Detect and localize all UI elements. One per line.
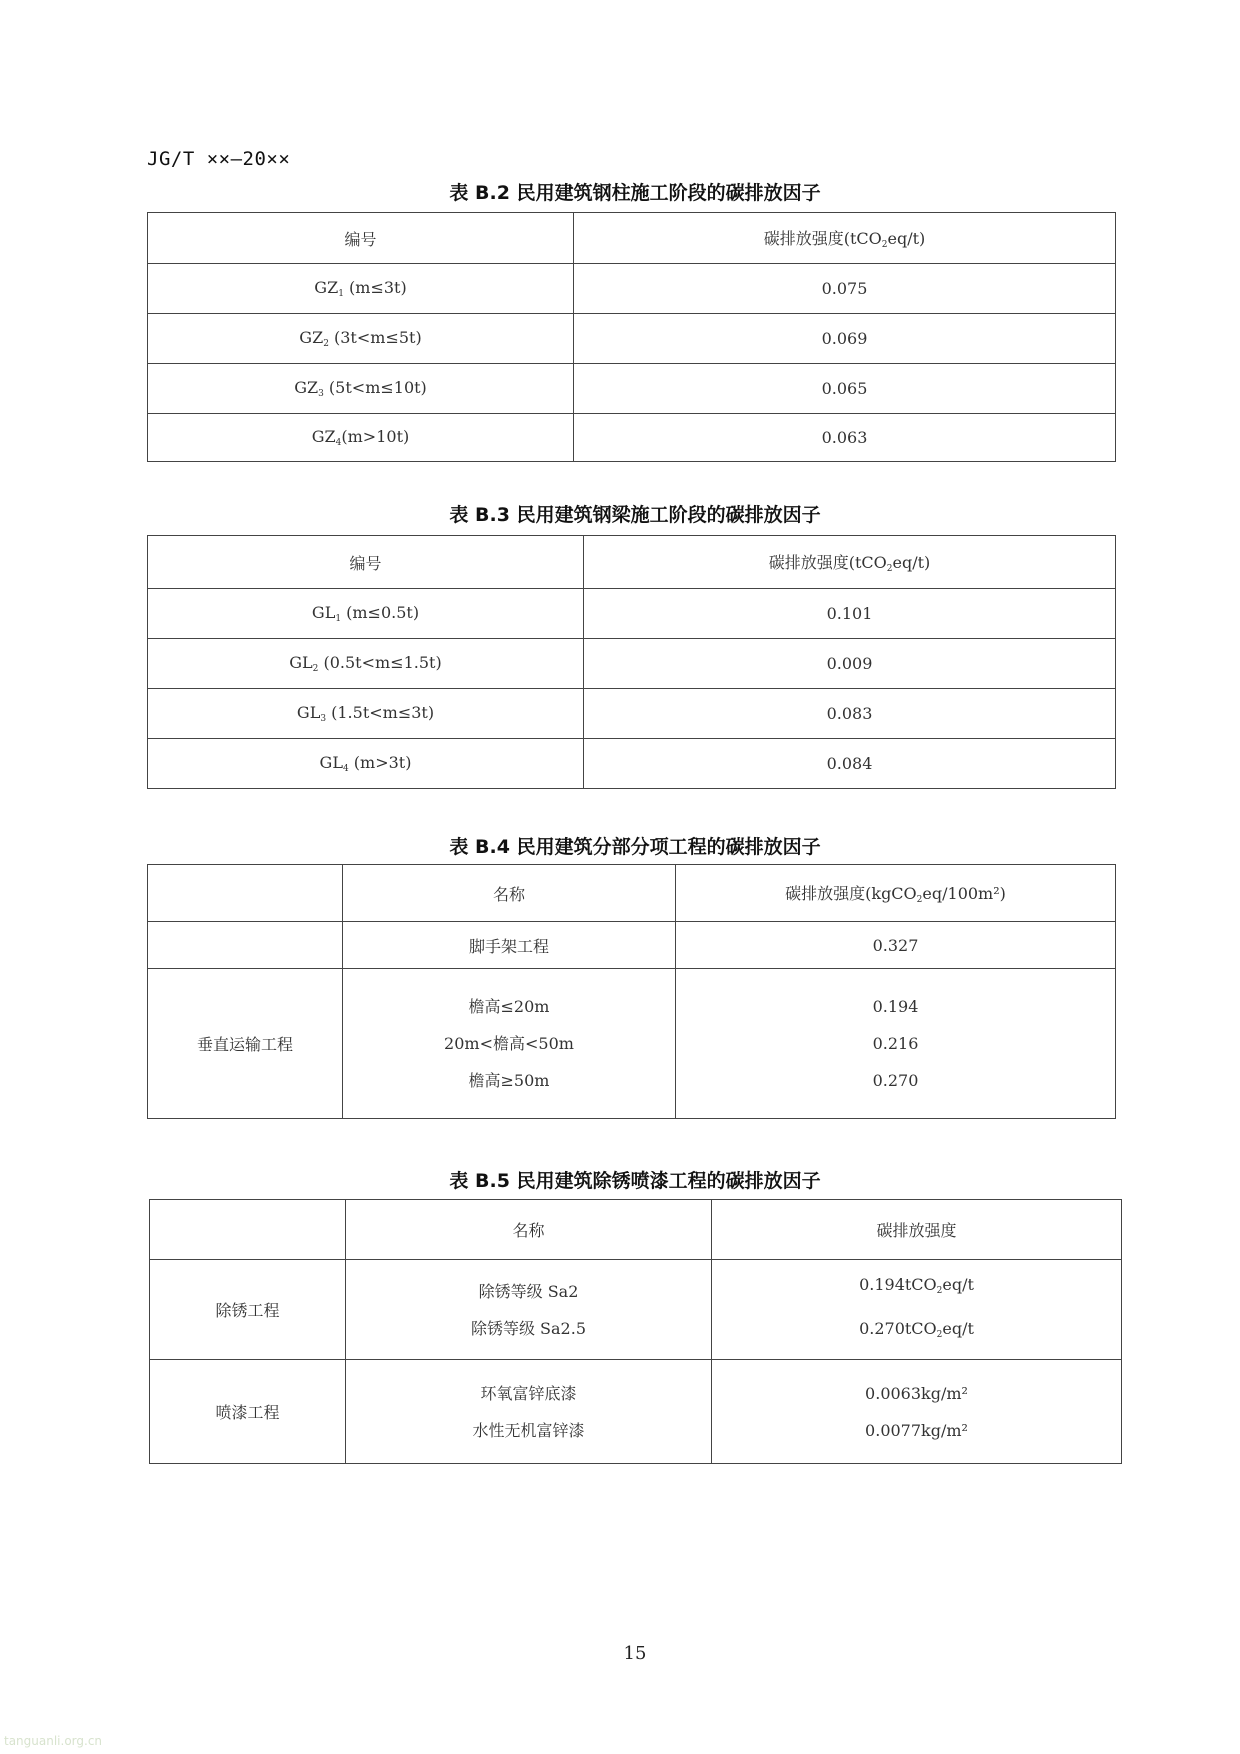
col-header-category [150, 1200, 346, 1260]
code-cell: $GZ_3$ (5t<m≤10t) [148, 364, 574, 414]
watermark: tanguanli.org.cn [4, 1734, 103, 1748]
category-cell: 垂直运输工程 [148, 969, 343, 1119]
code-cell: $GL_1$ (m≤0.5t) [148, 589, 584, 639]
table-header-row [150, 1200, 1122, 1260]
value-cell: 0.084 [584, 739, 1116, 789]
table-b5-caption: 表 B.5 民用建筑除锈喷漆工程的碳排放因子 [449, 1170, 821, 1192]
rust-item-name: 除锈等级 Sa2.5 [470, 1318, 587, 1338]
col-header-intensity: 碳排放强度 [712, 1200, 1122, 1260]
table-header-row [148, 213, 1116, 264]
table-b3 [147, 535, 1116, 789]
table-row [150, 1260, 1122, 1360]
paint-item-name: 水性无机富锌漆 [472, 1420, 585, 1440]
table-b4 [147, 864, 1116, 1119]
name-cell [346, 1360, 712, 1464]
vertical-item-value: 0.216 [872, 1034, 919, 1053]
col-header-name: 名称 [343, 865, 676, 922]
category-cell: 喷漆工程 [150, 1360, 346, 1464]
value-cell: 0.065 [574, 364, 1116, 414]
col-header-intensity: 碳排放强度(tCO$_2$eq/t) [574, 213, 1116, 264]
col-header-intensity: 碳排放强度(kgCO$_2$eq/100m²) [676, 865, 1116, 922]
rust-item-value: 0.194tCO$_2$eq/t [859, 1274, 974, 1296]
code-cell: $GL_3$ (1.5t<m≤3t) [148, 689, 584, 739]
page-number: 15 [623, 1643, 647, 1664]
value-cell [712, 1260, 1122, 1360]
value-cell [712, 1360, 1122, 1464]
col-header-intensity: 碳排放强度(tCO$_2$eq/t) [584, 536, 1116, 589]
table-row [148, 969, 1116, 1119]
code-cell: $GL_4$ (m>3t) [148, 739, 584, 789]
code-cell: $GZ_1$ (m≤3t) [148, 264, 574, 314]
value-cell: 0.083 [584, 689, 1116, 739]
col-header-code: 编号 [148, 213, 574, 264]
standard-code: JG/T ××—20×× [147, 148, 291, 170]
paint-item-value: 0.0063kg/m² [865, 1383, 968, 1403]
vertical-item-name: 檐高≤20m [468, 997, 550, 1016]
value-cell: 0.075 [574, 264, 1116, 314]
vertical-item-value: 0.194 [872, 997, 919, 1016]
table-row [148, 264, 1116, 314]
table-row [150, 1360, 1122, 1464]
vertical-item-value: 0.270 [872, 1071, 919, 1090]
value-cell: 0.069 [574, 314, 1116, 364]
value-cell: 0.063 [574, 414, 1116, 462]
name-cell: 脚手架工程 [343, 922, 676, 969]
table-b5 [149, 1199, 1122, 1464]
paint-item-name: 环氧富锌底漆 [480, 1383, 577, 1403]
value-cell: 0.009 [584, 639, 1116, 689]
table-row [148, 922, 1116, 969]
code-cell: $GL_2$ (0.5t<m≤1.5t) [148, 639, 584, 689]
table-b4-caption: 表 B.4 民用建筑分部分项工程的碳排放因子 [449, 836, 821, 858]
table-header-row [148, 865, 1116, 922]
table-b3-caption: 表 B.3 民用建筑钢梁施工阶段的碳排放因子 [449, 504, 821, 526]
rust-item-value: 0.270tCO$_2$eq/t [859, 1318, 974, 1340]
table-row [148, 589, 1116, 639]
table-row [148, 364, 1116, 414]
table-row [148, 639, 1116, 689]
category-cell: 除锈工程 [150, 1260, 346, 1360]
table-b2-caption: 表 B.2 民用建筑钢柱施工阶段的碳排放因子 [449, 182, 821, 204]
name-cell [343, 969, 676, 1119]
vertical-item-name: 檐高≥50m [468, 1071, 550, 1090]
category-cell [148, 922, 343, 969]
value-cell: 0.101 [584, 589, 1116, 639]
table-row [148, 739, 1116, 789]
paint-item-value: 0.0077kg/m² [865, 1420, 968, 1440]
code-cell: $GZ_4(m>10t)$ [148, 414, 574, 462]
name-cell [346, 1260, 712, 1360]
table-header-row [148, 536, 1116, 589]
value-cell: 0.327 [676, 922, 1116, 969]
value-cell [676, 969, 1116, 1119]
table-row [148, 689, 1116, 739]
table-row [148, 414, 1116, 462]
table-row [148, 314, 1116, 364]
table-b2 [147, 212, 1116, 462]
col-header-code: 编号 [148, 536, 584, 589]
col-header-name: 名称 [346, 1200, 712, 1260]
rust-item-name: 除锈等级 Sa2 [478, 1281, 579, 1301]
vertical-item-name: 20m<檐高<50m [444, 1034, 574, 1053]
col-header-category [148, 865, 343, 922]
code-cell: $GZ_2$ (3t<m≤5t) [148, 314, 574, 364]
